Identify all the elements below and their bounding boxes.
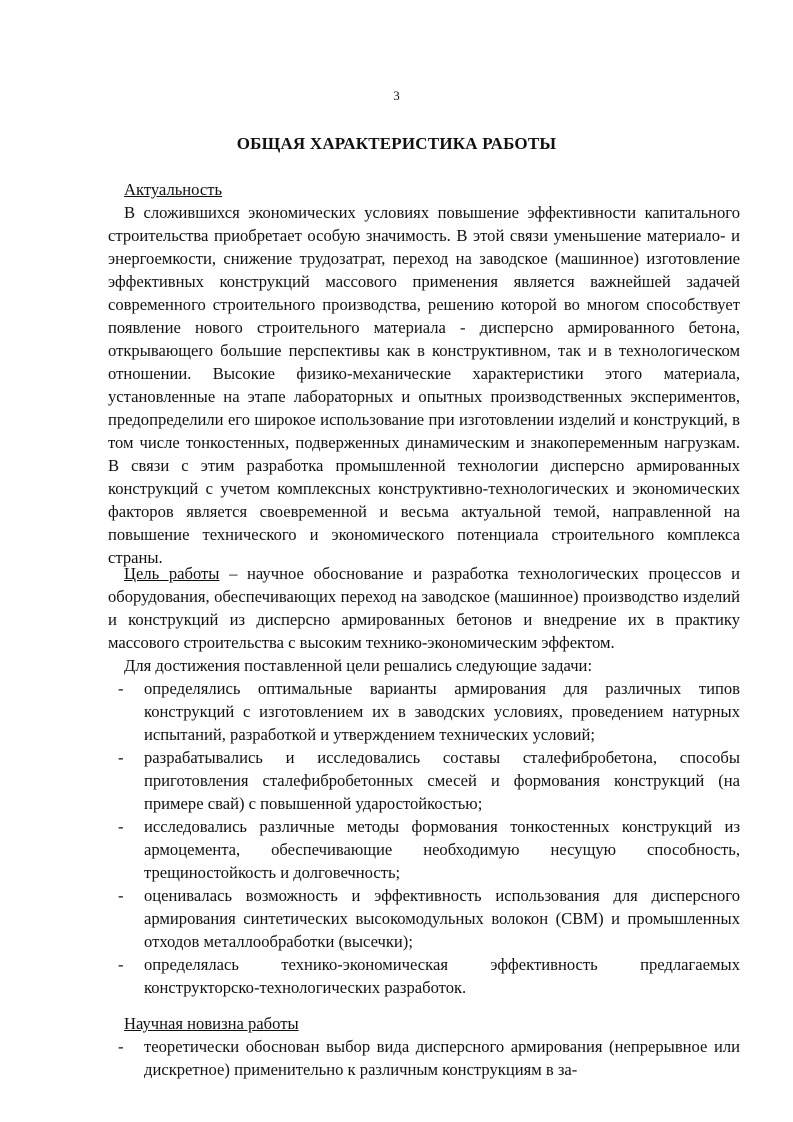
list-item [108,884,740,953]
goal-label: Цель работы [124,564,220,583]
goal-text: – научное обоснование и разработка технологических процессов и оборудования, обеспечивающих переход на заводское (машинное) производство изделий и конструкций из дисперсно армированных бетонов и внедрение их в практику массового строительства с высоким технико-экономическим эффектом. [108,564,740,652]
task-text: оценивалась возможность и эффективность использования для дисперсного армирования синтетических высокомодульных волокон (СВМ) и промышленных отходов металлообработки (высечки); [144,886,740,951]
novelty-text: теоретически обоснован выбор вида дисперсного армирования (непрерывное или дискретное) применительно к различным конструкциям в за- [144,1037,740,1079]
task-text: исследовались различные методы формования тонкостенных конструкций из армоцемента, обеспечивающие необходимую несущую способность, трещиностойкость и долговечность; [144,817,740,882]
task-text: определялась технико-экономическая эффективность предлагаемых конструкторско-технологических разработок. [144,955,740,997]
tasks-list [108,677,740,999]
list-marker: - [118,1037,124,1056]
relevance-section [108,178,740,569]
goal-paragraph [108,562,740,654]
list-item [108,746,740,815]
tasks-intro: Для достижения поставленной цели решались следующие задачи: [124,656,593,675]
page-number: 3 [393,88,400,103]
list-marker: - [118,955,124,974]
list-item [108,1035,740,1081]
novelty-section [108,1012,740,1081]
relevance-paragraph: В сложившихся экономических условиях повышение эффективности капитального строительства приобретает особую значимость. В этой связи уменьшение материало- и энергоемкости, снижение трудозатрат, переход на заводское (машинное) изготовление эффективных конструкций массового применения является важнейшей задачей современного строительного производства, решению которой во многом способствует появление нового строительного материала - дисперсно армированного бетона, открывающего большие перспективы как в конструктивном, так и в технологическом отношении. Высокие физико-механические характеристики этого материала, установленные на этапе лабораторных и опытных производственных экспериментов, предопределили его широкое использование при изготовлении изделий и конструкций, в том числе тонкостенных, подверженных динамическим и знакопеременным нагрузкам. В связи с этим разработка промышленной технологии дисперсно армированных конструкций с учетом комплексных конструктивно-технологических и экономических факторов является своевременной и весьма актуальной темой, направленной на повышение технического и экономического потенциала строительного комплекса страны. [108,203,740,567]
novelty-heading: Научная новизна работы [124,1014,299,1033]
task-text: определялись оптимальные варианты армирования для различных типов конструкций с изготовлением их в заводских условиях, проведением натурных испытаний, разработкой и утверждением технических условий; [144,679,740,744]
list-marker: - [118,748,124,767]
list-marker: - [118,886,124,905]
novelty-list [108,1035,740,1081]
list-marker: - [118,679,124,698]
goal-section [108,562,740,999]
list-item [108,677,740,746]
relevance-heading: Актуальность [124,180,223,199]
page-title: ОБЩАЯ ХАРАКТЕРИСТИКА РАБОТЫ [236,134,557,153]
list-item [108,815,740,884]
list-marker: - [118,817,124,836]
task-text: разрабатывались и исследовались составы сталефибробетона, способы приготовления сталефибробетонных смесей и формования конструкций (на примере свай) с повышенной ударостойкостью; [144,748,740,813]
list-item [108,953,740,999]
